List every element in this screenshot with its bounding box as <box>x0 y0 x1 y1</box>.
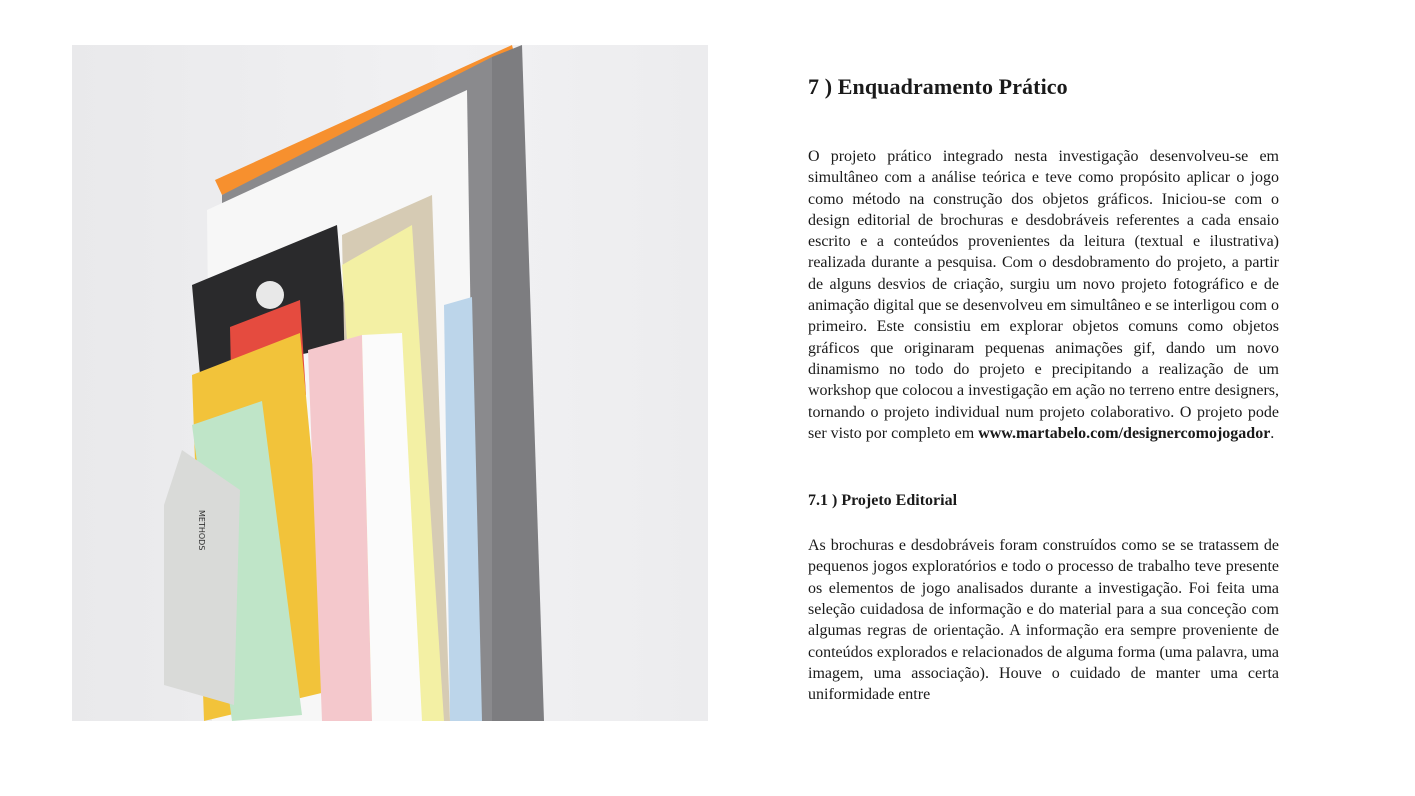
booklet-label: METHODS <box>197 510 206 551</box>
grey-booklet <box>164 450 240 705</box>
grey-board <box>492 45 544 721</box>
project-link[interactable]: www.martabelo.com/designercomojogador <box>978 424 1271 442</box>
subsection-paragraph: As brochuras e desdobráveis foram construídos como se se tratassem de pequenos jogos exploratórios e todo o processo de trabalho teve presente os elementos de jogo analisados durante a investigação. Foi feita uma seleção cuidadosa de informação e do material para a sua conceção com algumas regras de orientação. A informação era sempre proveniente de conteúdos explorados e relacionados de alguma forma (uma palavra, uma imagem, uma associação). Houve o cuidado de manter uma certa uniformidade entre <box>808 537 1279 704</box>
section-paragraph <box>808 146 1279 444</box>
section-title: 7 ) Enquadramento Prático <box>808 74 1068 99</box>
brochures-photo <box>72 45 708 721</box>
subsection-title: 7.1 ) Projeto Editorial <box>808 492 958 510</box>
stack-of-printed-brochures-icon <box>72 45 708 721</box>
section-paragraph-text: O projeto prático integrado nesta investigação desenvolveu-se em simultâneo com a análise teórica e teve como propósito aplicar o jogo como método na construção dos objetos gráficos. Iniciou-se com o design editorial de brochuras e desdobráveis referentes a cada ensaio escrito e a conteúdos provenientes da leitura (textual e ilustrativa) realizada durante a pesquisa. Com o desdobramento do projeto, a partir de alguns desvios de criação, surgiu um novo projeto fotográfico e de animação digital que se desenvolveu em simultâneo e se interligou com o primeiro. Este consistiu em explorar objetos comuns como objetos gráficos que originaram pequenas animações gif, dando um novo dinamismo no todo do projeto e precipitando a realização de um workshop que colocou a investigação em ação no terreno entre designers, tornando o projeto individual num projeto colaborativo. O projeto pode ser visto por completo em <box>808 148 1279 442</box>
portrait-print <box>256 281 284 309</box>
text-column <box>808 70 1279 706</box>
section-paragraph-end: . <box>1270 424 1275 442</box>
